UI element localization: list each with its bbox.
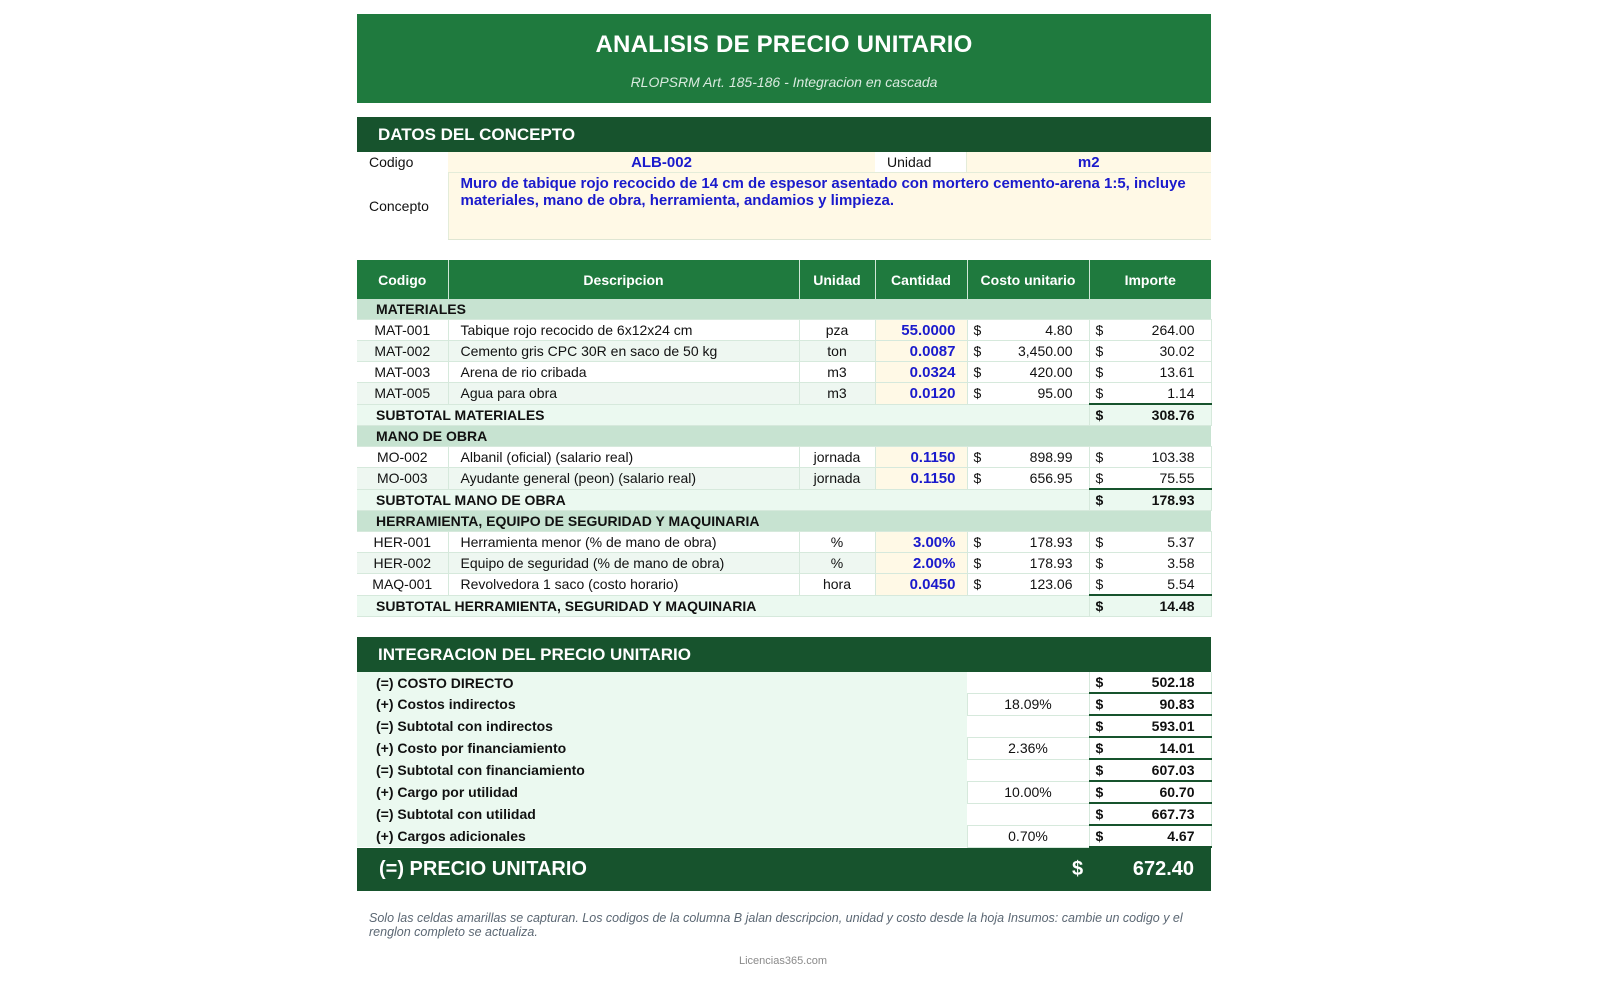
item-unit-cost bbox=[967, 383, 1089, 405]
currency-symbol: $ bbox=[1095, 343, 1104, 359]
integracion-percent-empty bbox=[967, 672, 1089, 693]
subtotal-value bbox=[1089, 595, 1211, 617]
integracion-label: (=) COSTO DIRECTO bbox=[357, 672, 967, 693]
item-code-cell[interactable]: HER-002 bbox=[357, 553, 448, 574]
money-value bbox=[968, 555, 1089, 571]
category-row bbox=[357, 511, 1211, 532]
item-unit: pza bbox=[799, 320, 875, 341]
currency-symbol: $ bbox=[1095, 718, 1104, 734]
item-quantity-input[interactable]: 0.1150 bbox=[875, 447, 967, 468]
item-code-cell[interactable]: MAT-001 bbox=[357, 320, 448, 341]
money-value bbox=[1090, 718, 1211, 734]
money-amount: 178.93 bbox=[1029, 555, 1073, 571]
currency-symbol: $ bbox=[1095, 322, 1104, 338]
item-description: Herramienta menor (% de mano de obra) bbox=[448, 532, 799, 553]
currency-symbol: $ bbox=[1095, 449, 1104, 465]
item-description: Cemento gris CPC 30R en saco de 50 kg bbox=[448, 341, 799, 362]
money-amount: 1.14 bbox=[1167, 385, 1195, 401]
money-value bbox=[968, 343, 1089, 359]
item-quantity-input[interactable]: 2.00% bbox=[875, 553, 967, 574]
table-row bbox=[357, 447, 1211, 468]
currency-symbol: $ bbox=[973, 534, 982, 550]
category-title: MANO DE OBRA bbox=[357, 426, 1211, 447]
integracion-label: (+) Costos indirectos bbox=[357, 693, 967, 715]
item-unit: % bbox=[799, 553, 875, 574]
integracion-row bbox=[357, 781, 1211, 803]
integracion-value bbox=[1089, 803, 1211, 825]
money-value bbox=[1090, 696, 1211, 712]
money-value bbox=[1090, 740, 1211, 756]
money-amount: 75.55 bbox=[1159, 470, 1195, 486]
money-amount: 95.00 bbox=[1037, 385, 1073, 402]
item-quantity-input[interactable]: 0.0120 bbox=[875, 383, 967, 405]
codigo-input[interactable]: ALB-002 bbox=[448, 152, 875, 173]
item-quantity-input[interactable]: 0.0324 bbox=[875, 362, 967, 383]
item-amount bbox=[1089, 468, 1211, 490]
money-amount: 178.93 bbox=[1151, 492, 1195, 508]
col-header-codigo: Codigo bbox=[357, 260, 448, 299]
footer-brand: Licencias365.com bbox=[738, 955, 828, 967]
table-row bbox=[357, 341, 1211, 362]
money-value bbox=[968, 576, 1089, 592]
currency-symbol: $ bbox=[973, 322, 982, 338]
money-amount: 420.00 bbox=[1029, 364, 1073, 380]
money-amount: 308.76 bbox=[1151, 407, 1195, 423]
subtotal-value bbox=[1089, 489, 1211, 511]
table-row bbox=[357, 574, 1211, 596]
money-value bbox=[1090, 674, 1211, 690]
money-value bbox=[1090, 762, 1211, 778]
unidad-input[interactable]: m2 bbox=[966, 152, 1211, 173]
item-unit: jornada bbox=[799, 468, 875, 490]
page-subtitle: RLOPSRM Art. 185-186 - Integracion en cascada bbox=[630, 74, 938, 90]
item-quantity-input[interactable]: 3.00% bbox=[875, 532, 967, 553]
table-row bbox=[357, 468, 1211, 490]
integracion-value bbox=[1089, 715, 1211, 737]
item-unit: m3 bbox=[799, 362, 875, 383]
money-value bbox=[1090, 806, 1211, 822]
col-header-descripcion: Descripcion bbox=[448, 260, 799, 299]
integracion-value bbox=[1089, 825, 1211, 847]
money-amount: 3,450.00 bbox=[1018, 343, 1073, 359]
currency-symbol: $ bbox=[973, 385, 982, 402]
money-amount: 60.70 bbox=[1159, 784, 1195, 800]
item-code-cell[interactable]: MO-002 bbox=[357, 447, 448, 468]
currency-symbol: $ bbox=[1095, 364, 1104, 380]
money-amount: 593.01 bbox=[1151, 718, 1195, 734]
integracion-label: (+) Cargo por utilidad bbox=[357, 781, 967, 803]
money-amount: 4.67 bbox=[1167, 828, 1195, 844]
item-unit: ton bbox=[799, 341, 875, 362]
money-value bbox=[1090, 828, 1211, 844]
money-amount: 3.58 bbox=[1167, 555, 1195, 571]
money-value bbox=[968, 364, 1089, 380]
subtotal-value bbox=[1089, 404, 1211, 426]
money-amount: 5.37 bbox=[1167, 534, 1195, 550]
currency-symbol: $ bbox=[973, 364, 982, 380]
integracion-percent-empty bbox=[967, 715, 1089, 737]
col-header-cantidad: Cantidad bbox=[875, 260, 967, 299]
worksheet bbox=[357, 14, 1211, 939]
precio-unitario-label: (=) PRECIO UNITARIO bbox=[379, 858, 587, 880]
currency-symbol: $ bbox=[1095, 740, 1104, 756]
money-amount: 5.54 bbox=[1167, 576, 1195, 592]
money-value bbox=[968, 322, 1089, 338]
subtotal-row bbox=[357, 595, 1211, 617]
money-value bbox=[1090, 322, 1211, 338]
item-unit: m3 bbox=[799, 383, 875, 405]
table-row bbox=[357, 383, 1211, 405]
item-description: Ayudante general (peon) (salario real) bbox=[448, 468, 799, 490]
money-amount: 264.00 bbox=[1151, 322, 1195, 338]
item-code-cell[interactable]: MAQ-001 bbox=[357, 574, 448, 596]
item-amount bbox=[1089, 553, 1211, 574]
item-unit-cost bbox=[967, 341, 1089, 362]
page-title: ANALISIS DE PRECIO UNITARIO bbox=[595, 31, 973, 58]
money-amount: 4.80 bbox=[1045, 322, 1073, 338]
item-unit-cost bbox=[967, 532, 1089, 553]
integracion-row bbox=[357, 737, 1211, 759]
item-amount bbox=[1089, 383, 1211, 405]
item-unit-cost bbox=[967, 447, 1089, 468]
money-amount: 607.03 bbox=[1151, 762, 1195, 778]
item-unit-cost bbox=[967, 320, 1089, 341]
item-unit: % bbox=[799, 532, 875, 553]
integracion-value bbox=[1089, 672, 1211, 693]
item-description: Arena de rio cribada bbox=[448, 362, 799, 383]
money-amount: 30.02 bbox=[1159, 343, 1195, 359]
item-code-cell[interactable]: MO-003 bbox=[357, 468, 448, 490]
money-value bbox=[1090, 492, 1211, 508]
money-amount: 14.48 bbox=[1159, 598, 1195, 614]
datos-section-title: DATOS DEL CONCEPTO bbox=[357, 117, 1211, 152]
item-code-cell[interactable]: MAT-005 bbox=[357, 383, 448, 405]
category-row bbox=[357, 426, 1211, 447]
currency-symbol: $ bbox=[1095, 407, 1104, 423]
item-description: Equipo de seguridad (% de mano de obra) bbox=[448, 553, 799, 574]
money-value bbox=[1090, 470, 1211, 486]
concepto-label: Concepto bbox=[369, 198, 429, 214]
currency-symbol: $ bbox=[1095, 598, 1104, 614]
currency-symbol: $ bbox=[1095, 806, 1104, 822]
integracion-row bbox=[357, 759, 1211, 781]
col-header-unidad: Unidad bbox=[799, 260, 875, 299]
item-amount bbox=[1089, 532, 1211, 553]
money-amount: 178.93 bbox=[1029, 534, 1073, 550]
integracion-percent[interactable]: 18.09% bbox=[967, 693, 1089, 715]
item-description: Agua para obra bbox=[448, 383, 799, 405]
item-amount bbox=[1089, 320, 1211, 341]
money-amount: 502.18 bbox=[1151, 674, 1195, 690]
integracion-value bbox=[1089, 781, 1211, 803]
currency-symbol: $ bbox=[1095, 534, 1104, 550]
col-header-importe: Importe bbox=[1089, 260, 1211, 299]
integracion-value bbox=[1089, 737, 1211, 759]
integracion-label: (+) Costo por financiamiento bbox=[357, 737, 967, 759]
item-code-cell[interactable]: HER-001 bbox=[357, 532, 448, 553]
integracion-percent[interactable]: 10.00% bbox=[967, 781, 1089, 803]
money-value bbox=[1090, 598, 1211, 614]
money-amount: 123.06 bbox=[1029, 576, 1073, 593]
integracion-percent[interactable]: 0.70% bbox=[967, 825, 1089, 847]
integracion-row bbox=[357, 825, 1211, 847]
items-table bbox=[357, 260, 1212, 617]
subtotal-label: SUBTOTAL MANO DE OBRA bbox=[357, 489, 1089, 511]
currency-symbol: $ bbox=[1095, 674, 1104, 690]
precio-unitario-total bbox=[357, 848, 1211, 891]
money-value bbox=[1090, 364, 1211, 380]
money-value bbox=[1090, 343, 1211, 359]
item-code-cell[interactable]: MAT-003 bbox=[357, 362, 448, 383]
money-amount: 667.73 bbox=[1151, 806, 1195, 822]
currency-symbol: $ bbox=[1095, 696, 1104, 712]
unidad-label: Unidad bbox=[887, 154, 932, 170]
currency-symbol: $ bbox=[1095, 762, 1104, 778]
integracion-value bbox=[1089, 693, 1211, 715]
table-row bbox=[357, 553, 1211, 574]
integracion-percent-empty bbox=[967, 803, 1089, 825]
item-amount bbox=[1089, 362, 1211, 383]
currency-symbol: $ bbox=[973, 576, 982, 593]
item-unit-cost bbox=[967, 574, 1089, 596]
integracion-section-title: INTEGRACION DEL PRECIO UNITARIO bbox=[357, 637, 1211, 672]
money-value bbox=[968, 534, 1089, 550]
item-quantity-input[interactable]: 0.0087 bbox=[875, 341, 967, 362]
subtotal-label: SUBTOTAL HERRAMIENTA, SEGURIDAD Y MAQUINARIA bbox=[357, 595, 1089, 617]
currency-symbol: $ bbox=[1095, 576, 1104, 592]
item-amount bbox=[1089, 447, 1211, 468]
money-amount: 90.83 bbox=[1159, 696, 1195, 712]
integracion-label: (=) Subtotal con utilidad bbox=[357, 803, 967, 825]
money-amount: 13.61 bbox=[1159, 364, 1195, 380]
subtotal-row bbox=[357, 489, 1211, 511]
item-unit: jornada bbox=[799, 447, 875, 468]
currency-symbol: $ bbox=[1095, 470, 1104, 486]
currency-symbol: $ bbox=[1095, 385, 1104, 401]
subtotal-label: SUBTOTAL MATERIALES bbox=[357, 404, 1089, 426]
money-value bbox=[1090, 385, 1211, 401]
money-value bbox=[1090, 534, 1211, 550]
items-header-row bbox=[357, 260, 1211, 299]
category-title: MATERIALES bbox=[357, 299, 1211, 320]
item-amount bbox=[1089, 574, 1211, 596]
integracion-row bbox=[357, 715, 1211, 737]
category-row bbox=[357, 299, 1211, 320]
item-unit-cost bbox=[967, 468, 1089, 490]
instructions-note: Solo las celdas amarillas se capturan. Los codigos de la columna B jalan descripcion, unidad y costo desde la hoja Insumos: cambie un codigo y el renglon completo se actualiza. bbox=[369, 911, 1183, 939]
money-amount: 656.95 bbox=[1029, 470, 1073, 487]
money-amount: 103.38 bbox=[1151, 449, 1195, 465]
money-amount: 898.99 bbox=[1029, 449, 1073, 465]
integracion-percent-empty bbox=[967, 759, 1089, 781]
currency-symbol: $ bbox=[1072, 858, 1084, 880]
money-value bbox=[1090, 784, 1211, 800]
datos-table bbox=[357, 152, 1211, 240]
money-value bbox=[1090, 555, 1211, 571]
money-value bbox=[968, 449, 1089, 465]
currency-symbol: $ bbox=[1095, 555, 1104, 571]
item-unit-cost bbox=[967, 362, 1089, 383]
item-quantity-input[interactable]: 0.1150 bbox=[875, 468, 967, 490]
item-amount bbox=[1089, 341, 1211, 362]
table-row bbox=[357, 362, 1211, 383]
money-value bbox=[1090, 576, 1211, 592]
category-title: HERRAMIENTA, EQUIPO DE SEGURIDAD Y MAQUINARIA bbox=[357, 511, 1211, 532]
money-value bbox=[1090, 449, 1211, 465]
currency-symbol: $ bbox=[1095, 828, 1104, 844]
item-description: Revolvedora 1 saco (costo horario) bbox=[448, 574, 799, 596]
table-row bbox=[357, 532, 1211, 553]
integracion-value bbox=[1089, 759, 1211, 781]
integracion-label: (=) Subtotal con indirectos bbox=[357, 715, 967, 737]
money-value bbox=[968, 470, 1089, 486]
item-quantity-input[interactable]: 55.0000 bbox=[875, 320, 967, 341]
title-banner bbox=[357, 14, 1211, 103]
codigo-label: Codigo bbox=[369, 154, 414, 171]
money-value bbox=[968, 385, 1089, 401]
money-value bbox=[1090, 407, 1211, 423]
item-quantity-input[interactable]: 0.0450 bbox=[875, 574, 967, 596]
item-description: Albanil (oficial) (salario real) bbox=[448, 447, 799, 468]
precio-unitario-value: 672.40 bbox=[1132, 858, 1194, 880]
subtotal-row bbox=[357, 404, 1211, 426]
integracion-row bbox=[357, 693, 1211, 715]
integracion-row bbox=[357, 672, 1211, 693]
currency-symbol: $ bbox=[973, 449, 982, 465]
currency-symbol: $ bbox=[973, 343, 982, 359]
integracion-percent[interactable]: 2.36% bbox=[967, 737, 1089, 759]
integracion-label: (+) Cargos adicionales bbox=[357, 825, 967, 847]
currency-symbol: $ bbox=[973, 555, 982, 571]
item-unit: hora bbox=[799, 574, 875, 596]
currency-symbol: $ bbox=[1095, 784, 1104, 800]
item-unit-cost bbox=[967, 553, 1089, 574]
currency-symbol: $ bbox=[1095, 492, 1104, 508]
table-row bbox=[357, 320, 1211, 341]
item-code-cell[interactable]: MAT-002 bbox=[357, 341, 448, 362]
money-amount: 14.01 bbox=[1159, 740, 1195, 756]
integracion-row bbox=[357, 803, 1211, 825]
integracion-table bbox=[357, 672, 1212, 848]
integracion-label: (=) Subtotal con financiamiento bbox=[357, 759, 967, 781]
item-description: Tabique rojo recocido de 6x12x24 cm bbox=[448, 320, 799, 341]
col-header-costo-unitario: Costo unitario bbox=[967, 260, 1089, 299]
currency-symbol: $ bbox=[973, 470, 982, 487]
concepto-input[interactable]: Muro de tabique rojo recocido de 14 cm de espesor asentado con mortero cemento-arena 1:5, incluye materiales, mano de obra, herramienta, andamios y limpieza. bbox=[448, 173, 1211, 240]
